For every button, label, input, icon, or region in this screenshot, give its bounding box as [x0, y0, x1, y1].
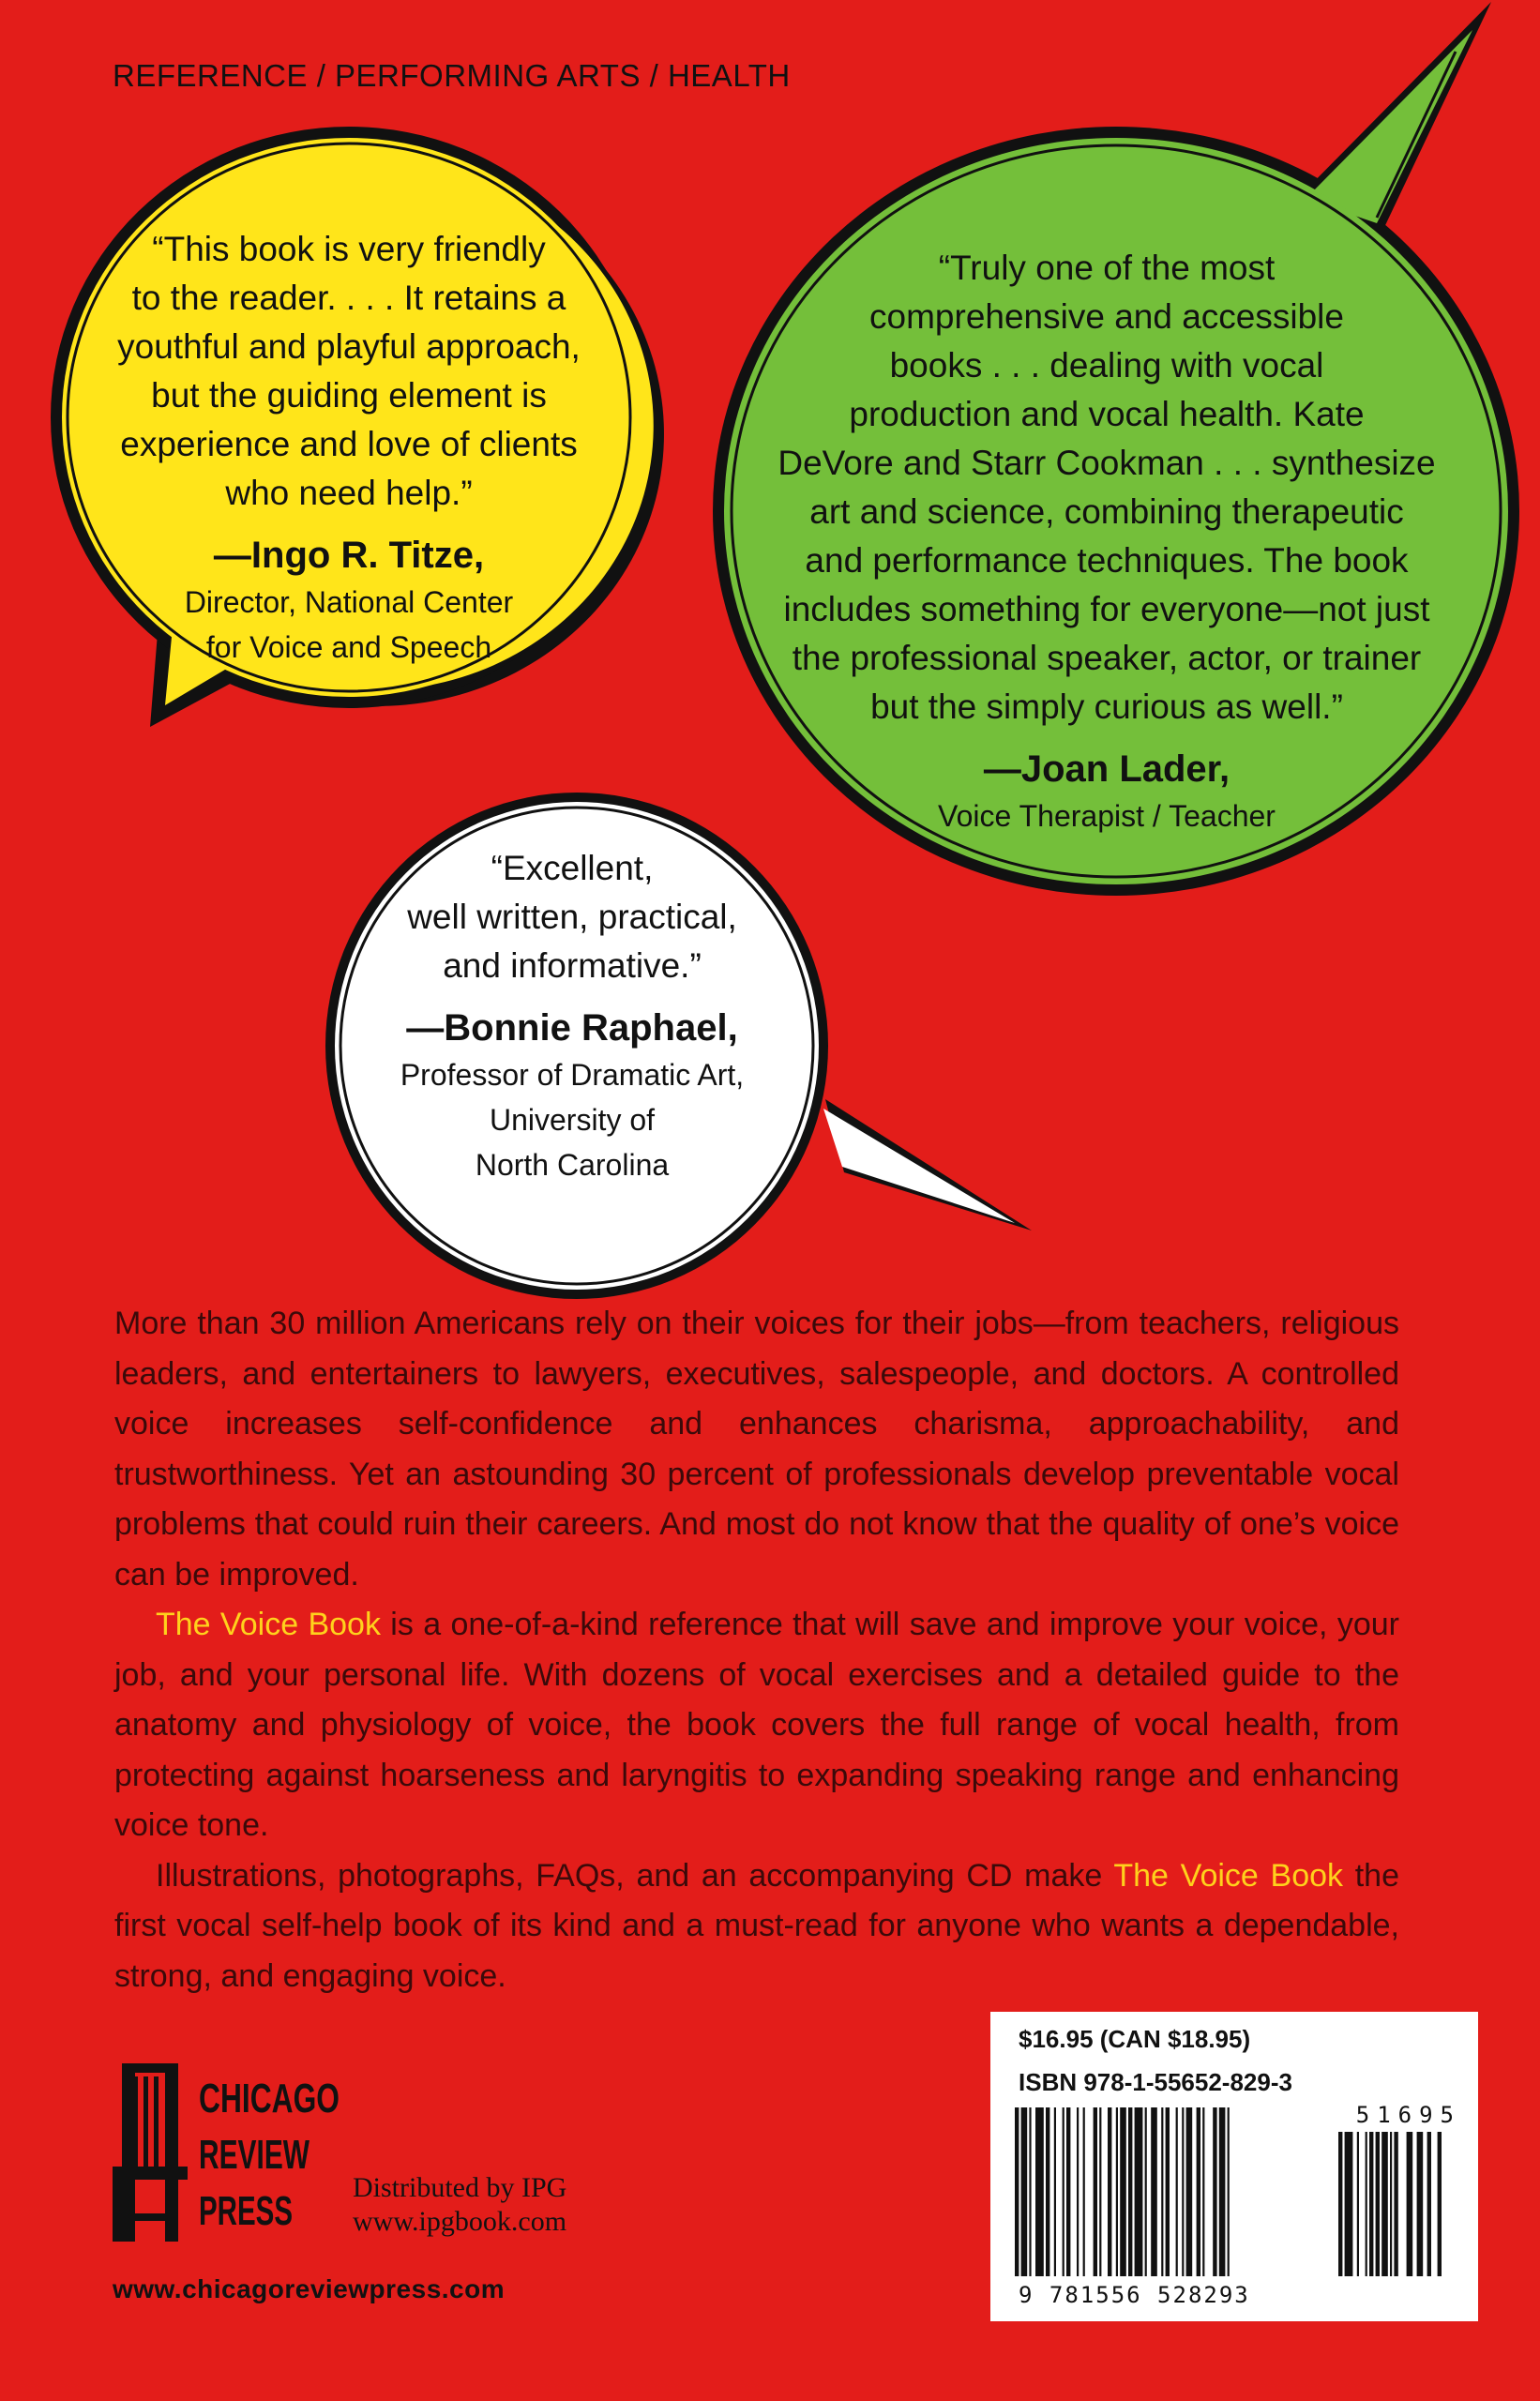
quote-role: Voice Therapist / Teacher	[938, 799, 1276, 833]
barcode-number: 9 781556 528293	[1019, 2282, 1250, 2308]
barcode-box	[990, 2012, 1478, 2321]
category-line: REFERENCE / PERFORMING ARTS / HEALTH	[113, 58, 791, 93]
quote-attribution: —Bonnie Raphael,	[406, 1007, 738, 1049]
paragraph-3-start: Illustrations, photographs, FAQs, and an accompanying CD make	[156, 1857, 1114, 1894]
description-paragraph-2	[114, 1600, 1399, 1851]
paragraph-3-text: the first vocal self-help book of its kind and a must-read for anyone who wants a dependable, strong, and engaging voice.	[114, 1857, 1399, 1994]
distributor-url: www.ipgbook.com	[353, 2206, 567, 2237]
publisher-website: www.chicagoreviewpress.com	[113, 2274, 506, 2303]
paragraph-2-text: is a one-of-a-kind reference that will save and improve your voice, your job, and your personal life. With dozens of vocal exercises and a detailed guide to the anatomy and physiology of voice, the book covers the full range of vocal health, from protecting against hoarseness and laryngitis to expanding speaking range and enhancing voice tone.	[114, 1607, 1399, 1843]
quote-yellow	[86, 225, 611, 670]
book-title-highlight: The Voice Book	[156, 1607, 381, 1642]
price-add-on-code: 51695	[1355, 2102, 1461, 2128]
quote-attribution: —Ingo R. Titze,	[213, 535, 485, 576]
book-title-highlight: The Voice Book	[1113, 1857, 1344, 1894]
distributed-by: Distributed by IPG	[353, 2172, 567, 2203]
quote-attribution: —Joan Lader,	[983, 748, 1230, 790]
description-paragraph-3	[114, 1851, 1399, 2002]
quote-text: “This book is very friendly to the reader. . . . It retains a youthful and playful approach, but the guiding element is experience and love of clients who need help.”	[117, 230, 581, 512]
quote-text: “Excellent, well written, practical, and informative.”	[407, 849, 737, 985]
distributor-info	[353, 2171, 566, 2239]
logo-line-1: CHICAGO	[199, 2076, 340, 2122]
chair-logo-icon	[113, 2063, 347, 2242]
description-paragraph-1: More than 30 million Americans rely on their voices for their jobs—from teachers, religious leaders, and entertainers to lawyers, executives, salespeople, and doctors. A controlled voice increases self-confidence and enhances charisma, approachability, and trustworthiness. Yet an astounding 30 percent of professionals develop preventable vocal problems that could ruin their careers. And most do not know that the quality of one’s voice can be improved.	[114, 1306, 1399, 1593]
quote-white	[338, 844, 807, 1187]
logo-line-3: PRESS	[199, 2188, 293, 2234]
logo-line-2: REVIEW	[199, 2132, 310, 2178]
quote-role: Professor of Dramatic Art, University of North Carolina	[400, 1058, 745, 1182]
barcode-icon	[1015, 2107, 1465, 2286]
quote-role: Director, National Center for Voice and Speech	[184, 585, 514, 664]
quote-green	[750, 244, 1463, 838]
book-description	[114, 1299, 1399, 2001]
price: $16.95 (CAN $18.95)	[1019, 2025, 1251, 2053]
isbn: ISBN 978-1-55652-829-3	[1019, 2068, 1292, 2096]
quote-text: “Truly one of the most comprehensive and accessible books . . . dealing with vocal production and vocal health. Kate DeVore and Starr Cookman . . . synthesize art and science, combining therapeutic and performance techniques. The book includes something for everyone—not just the professional speaker, actor, or trainer but the simply curious as well.”	[778, 249, 1436, 726]
publisher-logo	[113, 2063, 347, 2246]
